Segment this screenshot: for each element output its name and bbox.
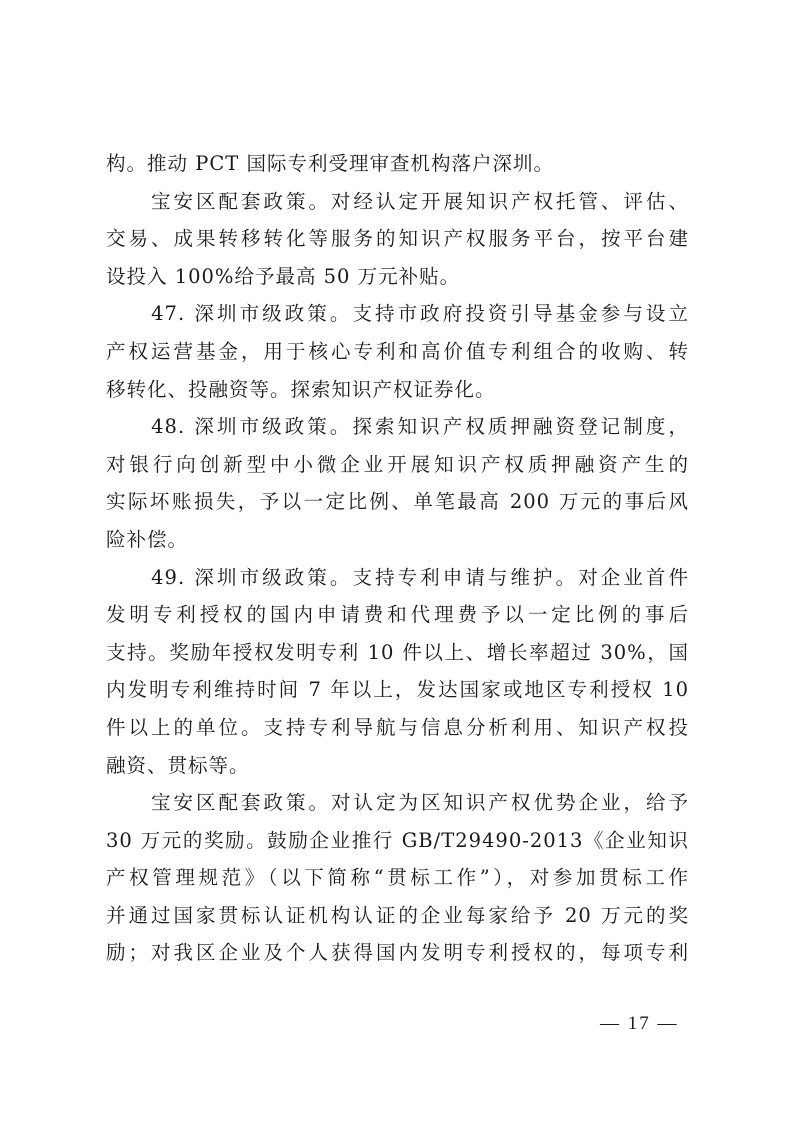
text-line: 移转化、投融资等。探索知识产权证券化。 <box>106 377 496 401</box>
text-line: 发明专利授权的国内申请费和代理费予以一定比例的事后 <box>106 603 689 627</box>
text-line: 构。推动 PCT 国际专利受理审查机构落户深圳。 <box>106 152 554 175</box>
text-line: 48. 深圳市级政策。探索知识产权质押融资登记制度， <box>106 415 689 439</box>
text-line: 设投入 100%给予最高 50 万元补贴。 <box>106 264 461 288</box>
text-line: 交易、成果转移转化等服务的知识产权服务平台，按平台建 <box>106 227 689 251</box>
text-line: 励；对我区企业及个人获得国内发明专利授权的，每项专利 <box>106 941 689 965</box>
text-line: 30 万元的奖励。鼓励企业推行 GB/T29490-2013《企业知识 <box>106 828 689 852</box>
text-line: 产权管理规范》（以下简称“贯标工作”），对参加贯标工作 <box>106 866 689 890</box>
text-line: 宝安区配套政策。对经认定开展知识产权托管、评估、 <box>106 189 689 213</box>
text-line: 产权运营基金，用于核心专利和高价值专利组合的收购、转 <box>106 339 689 363</box>
document-body <box>106 145 689 972</box>
page-number: — 17 — <box>600 1013 679 1034</box>
text-line: 对银行向创新型中小微企业开展知识产权质押融资产生的 <box>106 452 689 476</box>
text-line: 并通过国家贯标认证机构认证的企业每家给予 20 万元的奖 <box>106 903 689 927</box>
text-line: 实际坏账损失，予以一定比例、单笔最高 200 万元的事后风 <box>106 490 689 514</box>
text-line: 宝安区配套政策。对认定为区知识产权优势企业，给予 <box>106 791 689 815</box>
text-line: 内发明专利维持时间 7 年以上，发达国家或地区专利授权 10 <box>106 678 689 702</box>
text-line: 险补偿。 <box>106 527 189 551</box>
text-line: 支持。奖励年授权发明专利 10 件以上、增长率超过 30%，国 <box>106 640 689 664</box>
text-line: 融资、贯标等。 <box>106 753 250 777</box>
text-line: 件以上的单位。支持专利导航与信息分析利用、知识产权投 <box>106 715 689 739</box>
text-line: 49. 深圳市级政策。支持专利申请与维护。对企业首件 <box>106 565 689 589</box>
text-line: 47. 深圳市级政策。支持市政府投资引导基金参与设立 <box>106 302 689 326</box>
